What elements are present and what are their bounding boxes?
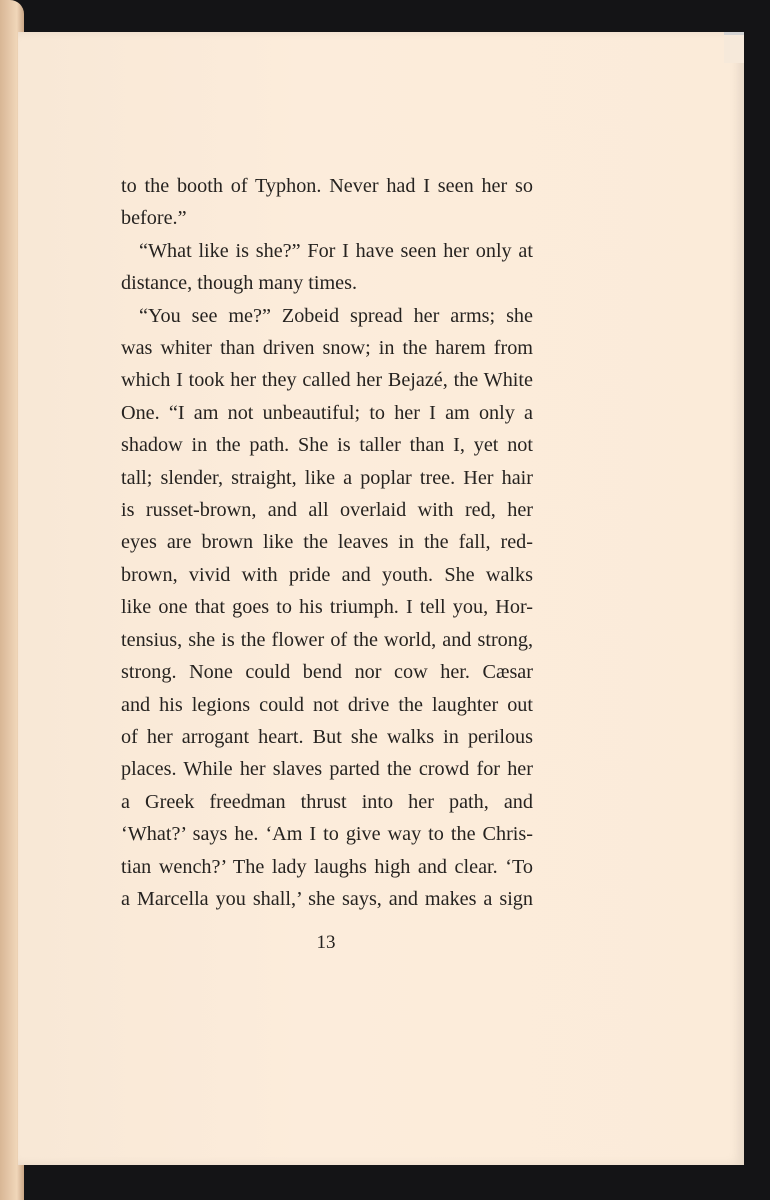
text-line: places. While her slaves parted the crowd for her bbox=[121, 758, 533, 781]
body-text bbox=[121, 170, 533, 915]
text-line: of her arrogant heart. But she walks in perilous bbox=[121, 725, 533, 748]
text-line: a Marcella you shall,’ she says, and makes a sign bbox=[121, 887, 533, 910]
text-line: “What like is she?” For I have seen her only at bbox=[139, 239, 533, 262]
text-line: eyes are brown like the leaves in the fall, red- bbox=[121, 531, 533, 554]
text-line: One. “I am not unbeautiful; to her I am only a bbox=[121, 401, 533, 424]
text-line: which I took her they called her Bejazé, the White bbox=[121, 369, 533, 392]
text-line: was whiter than driven snow; in the harem from bbox=[121, 337, 533, 360]
text-line: brown, vivid with pride and youth. She walks bbox=[121, 563, 533, 586]
text-line: to the booth of Typhon. Never had I seen her so bbox=[121, 175, 533, 197]
text-line: distance, though many times. bbox=[121, 272, 358, 295]
text-line: tensius, she is the flower of the world, and strong, bbox=[121, 628, 533, 651]
text-line: before.” bbox=[121, 207, 187, 230]
page-corner-tab bbox=[724, 32, 744, 63]
text-line: tian wench?’ The lady laughs high and clear. ‘To bbox=[121, 855, 533, 878]
text-line: is russet-brown, and all overlaid with red, her bbox=[121, 499, 533, 522]
text-line: strong. None could bend nor cow her. Cæsar bbox=[121, 661, 533, 684]
text-line: tall; slender, straight, like a poplar tree. Her hair bbox=[121, 466, 533, 489]
text-line: shadow in the path. She is taller than I, yet not bbox=[121, 434, 533, 457]
text-line: ‘What?’ says he. ‘Am I to give way to the Chris- bbox=[121, 823, 533, 846]
page-number: 13 bbox=[316, 932, 336, 953]
text-line: like one that goes to his triumph. I tell you, Hor- bbox=[121, 596, 533, 619]
text-line: “You see me?” Zobeid spread her arms; she bbox=[139, 304, 533, 327]
text-line: a Greek freedman thrust into her path, and bbox=[121, 790, 533, 813]
text-line: and his legions could not drive the laughter out bbox=[121, 693, 533, 716]
